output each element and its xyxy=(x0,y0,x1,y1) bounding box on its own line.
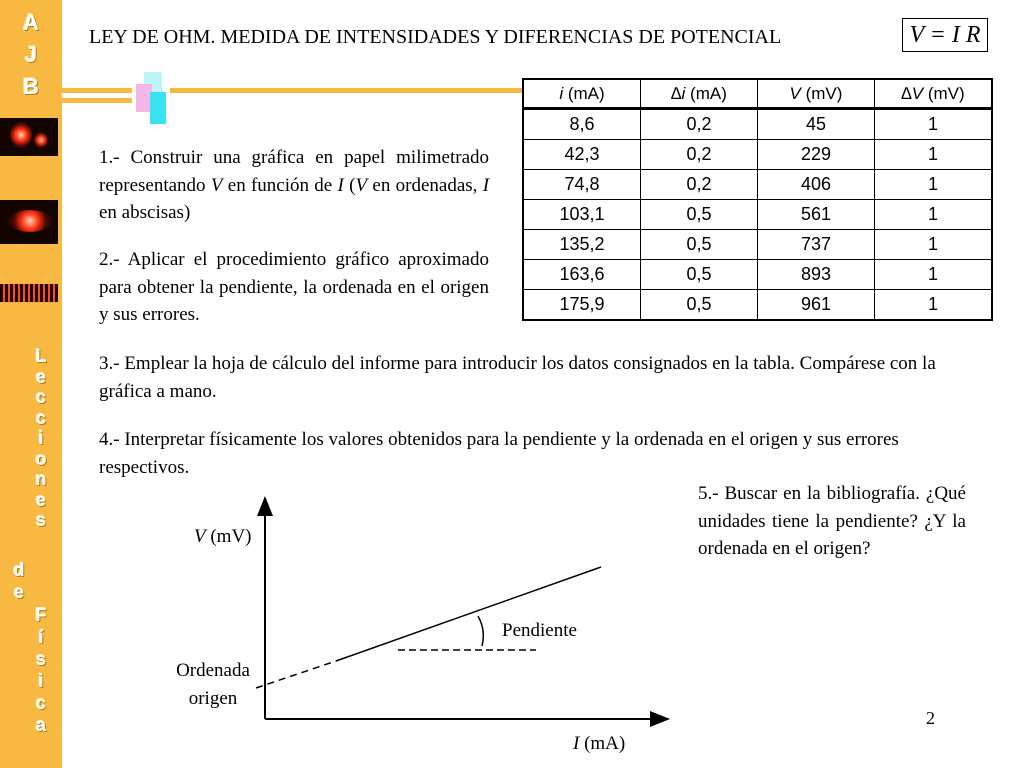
instruction-5: 5.- Buscar en la bibliografía. ¿Qué unidades tiene la pendiente? ¿Y la ordenada en el origen? xyxy=(698,483,966,559)
table-cell: 0,2 xyxy=(641,109,758,140)
table-cell: 1 xyxy=(875,260,993,290)
sidebar-letter: s xyxy=(35,510,46,530)
table-cell: 1 xyxy=(875,109,993,140)
sidebar-letter: d xyxy=(13,560,25,580)
brand-letter-b: B xyxy=(23,74,39,99)
decor-line-left-2 xyxy=(62,98,132,103)
page-title: LEY DE OHM. MEDIDA DE INTENSIDADES Y DIFERENCIAS DE POTENCIAL xyxy=(89,26,782,48)
measurements-table xyxy=(522,78,993,321)
table-cell: 1 xyxy=(875,170,993,200)
table-row xyxy=(523,290,992,321)
table-cell: 961 xyxy=(758,290,875,321)
table-cell: 0,5 xyxy=(641,260,758,290)
lab-photo-spectrum xyxy=(0,200,58,244)
slope-label: Pendiente xyxy=(502,620,577,641)
lab-photo-fringes xyxy=(0,284,58,302)
sidebar-letter: c xyxy=(35,387,46,407)
table-header: ∆i (mA) xyxy=(641,79,758,109)
table-cell: 1 xyxy=(875,290,993,321)
intercept-label-line2: origen xyxy=(188,688,238,709)
table-row xyxy=(523,109,992,140)
table-cell: 103,1 xyxy=(523,200,641,230)
brand-letter-a: A xyxy=(23,10,39,35)
sidebar-letter: n xyxy=(35,469,47,489)
table-cell: 561 xyxy=(758,200,875,230)
sidebar-letter: c xyxy=(35,693,46,713)
table-cell: 42,3 xyxy=(523,140,641,170)
slope-angle-arc xyxy=(478,616,483,646)
sidebar-letter: e xyxy=(13,582,24,602)
sidebar-letter: i xyxy=(38,428,44,448)
table-cell: 163,6 xyxy=(523,260,641,290)
table-row xyxy=(523,230,992,260)
y-axis-label: V (mV) xyxy=(194,526,252,547)
table-header: i (mA) xyxy=(523,79,641,109)
instruction-2: 2.- Aplicar el procedimiento gráfico aproximado para obtener la pendiente, la ordenada en el origen y sus errores. xyxy=(99,249,489,325)
table-header: ∆V (mV) xyxy=(875,79,993,109)
table-row xyxy=(523,260,992,290)
table-cell: 0,5 xyxy=(641,200,758,230)
sidebar-letter: F xyxy=(35,605,47,625)
decor-line-right xyxy=(170,88,522,93)
sidebar-letter: c xyxy=(35,407,46,428)
table-row xyxy=(523,200,992,230)
fit-line xyxy=(336,567,601,661)
table-cell: 0,2 xyxy=(641,170,758,200)
schematic-graph xyxy=(166,490,686,760)
intercept-label-line1: Ordenada xyxy=(176,660,250,681)
table-cell: 1 xyxy=(875,200,993,230)
decor-squares xyxy=(130,72,170,126)
table-header-row xyxy=(523,79,992,109)
ohm-formula: V = I R xyxy=(902,18,988,52)
instruction-3: 3.- Emplear la hoja de cálculo del informe para introducir los datos consignados en la tabla. Compárese con la gráfica a mano. xyxy=(99,353,936,402)
table-row xyxy=(523,140,992,170)
table-cell: 45 xyxy=(758,109,875,140)
table-cell: 0,2 xyxy=(641,140,758,170)
sidebar-letter: L xyxy=(35,346,47,366)
table-cell: 0,5 xyxy=(641,290,758,321)
table-cell: 135,2 xyxy=(523,230,641,260)
sidebar-letter: s xyxy=(35,649,46,669)
x-axis-label: I (mA) xyxy=(573,733,626,754)
table-header: V (mV) xyxy=(758,79,875,109)
table-cell: 1 xyxy=(875,230,993,260)
sidebar-letter: o xyxy=(35,448,47,469)
sidebar-letter: í xyxy=(38,627,44,647)
sidebar-letter: e xyxy=(35,366,46,387)
sidebar-letter: e xyxy=(35,489,46,510)
table-cell: 737 xyxy=(758,230,875,260)
table-cell: 1 xyxy=(875,140,993,170)
table-cell: 0,5 xyxy=(641,230,758,260)
table-cell: 74,8 xyxy=(523,170,641,200)
table-cell: 229 xyxy=(758,140,875,170)
instruction-4: 4.- Interpretar físicamente los valores obtenidos para la pendiente y la ordenada en el origen y sus errores respectivos. xyxy=(99,429,899,478)
page-number: 2 xyxy=(926,708,935,728)
extrapolation-line xyxy=(256,661,336,688)
table-cell: 175,9 xyxy=(523,290,641,321)
brand-letter-j: J xyxy=(24,42,38,67)
sidebar-letter: i xyxy=(38,671,44,691)
table-cell: 406 xyxy=(758,170,875,200)
sidebar-letter: a xyxy=(35,715,46,735)
instruction-1: 1.- Construir una gráfica en papel milimetrado representando V en función de I (V en ordenadas, I en abscisas) xyxy=(99,147,490,223)
table-cell: 893 xyxy=(758,260,875,290)
lab-photo-lamp xyxy=(0,118,58,156)
table-cell: 8,6 xyxy=(523,109,641,140)
table-row xyxy=(523,170,992,200)
decor-line-left xyxy=(62,88,132,93)
